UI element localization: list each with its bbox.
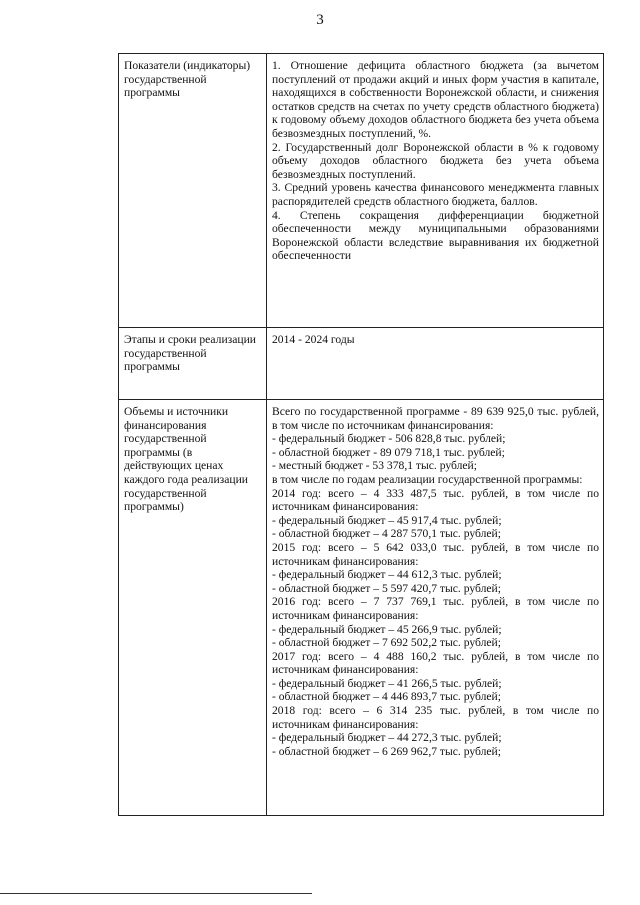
funding-line: - областной бюджет – 6 269 962,7 тыс. рублей; (272, 744, 501, 758)
page-number: 3 (316, 12, 324, 28)
indicator-item-1: 1. Отношение дефицита областного бюджета (за вычетом поступлений от продажи акций и иных форм участия в капитале, находящихся в собственности Воронежской области, и снижения остатков средств на счетах по учету средств областного бюджета) к годовому объему доходов областного бюджета без учета объема безвозмездных поступлений, %. (272, 59, 599, 140)
funding-line: Всего по государственной программе - 89 639 925,0 тыс. рублей, в том числе по источникам финансирования: (272, 405, 599, 432)
footer-rule (0, 893, 312, 894)
row-label-stages: Этапы и сроки реализации государственной программы (119, 328, 267, 400)
funding-line: - федеральный бюджет – 41 266,5 тыс. рублей; (272, 676, 502, 690)
indicator-item-2: 2. Государственный долг Воронежской области в % к годовому объему доходов областного бюджета без учета объема безвозмездных поступлений. (272, 140, 599, 181)
funding-line: - областной бюджет - 89 079 718,1 тыс. рублей; (272, 445, 505, 459)
table-row-funding (119, 400, 604, 816)
funding-line: 2015 год: всего – 5 642 033,0 тыс. рублей, в том числе по источникам финансирования: (272, 540, 599, 568)
stages-period: 2014 - 2024 годы (272, 333, 355, 346)
funding-line: - областной бюджет – 7 692 502,2 тыс. рублей; (272, 636, 501, 650)
funding-line: - федеральный бюджет – 44 272,3 тыс. рублей; (272, 731, 502, 745)
row-value-funding (267, 400, 604, 816)
row-value-indicators (267, 54, 604, 328)
indicator-item-3: 3. Средний уровень качества финансового менеджмента главных распорядителей средств областного бюджета, баллов. (272, 181, 599, 208)
funding-line: - федеральный бюджет - 506 828,8 тыс. рублей; (272, 432, 506, 446)
table-row-indicators (119, 54, 604, 328)
funding-line: - федеральный бюджет – 44 612,3 тыс. рублей; (272, 568, 502, 582)
funding-line: в том числе по годам реализации государственной программы: (272, 472, 583, 486)
funding-line: - областной бюджет – 4 287 570,1 тыс. рублей; (272, 527, 501, 541)
row-label-indicators: Показатели (индикаторы) государственной программы (119, 54, 267, 328)
program-passport-table (118, 53, 604, 816)
funding-line: 2017 год: всего – 4 488 160,2 тыс. рублей, в том числе по источникам финансирования: (272, 649, 599, 677)
funding-line: 2016 год: всего – 7 737 769,1 тыс. рублей, в том числе по источникам финансирования: (272, 595, 599, 622)
funding-line: - областной бюджет – 4 446 893,7 тыс. рублей; (272, 690, 501, 704)
row-label-funding: Объемы и источники финансирования государственной программы (в действующих ценах каждого года реализации государственной программы) (119, 400, 267, 816)
funding-line: - местный бюджет - 53 378,1 тыс. рублей; (272, 459, 477, 473)
funding-line: - федеральный бюджет – 45 266,9 тыс. рублей; (272, 622, 502, 636)
row-value-stages (267, 328, 604, 400)
table-row-stages (119, 328, 604, 400)
funding-line: 2018 год: всего – 6 314 235 тыс. рублей, в том числе по источникам финансирования: (272, 704, 599, 731)
funding-line: - областной бюджет – 5 597 420,7 тыс. рублей; (272, 581, 501, 595)
indicator-item-4: 4. Степень сокращения дифференциации бюджетной обеспеченности между муниципальными образованиями Воронежской области вследствие выравнивания их бюджетной обеспеченности (272, 208, 599, 263)
funding-line: - федеральный бюджет – 45 917,4 тыс. рублей; (272, 513, 502, 527)
funding-line: 2014 год: всего – 4 333 487,5 тыс. рублей, в том числе по источникам финансирования: (272, 486, 599, 514)
